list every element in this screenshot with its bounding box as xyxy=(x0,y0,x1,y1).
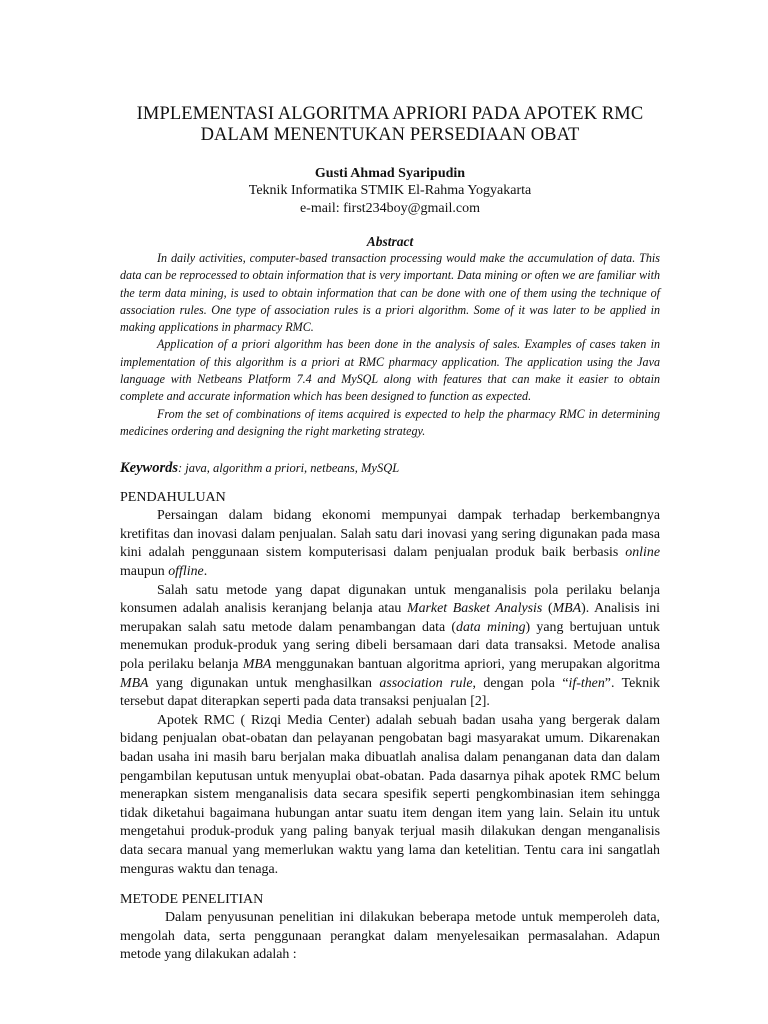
text-run: ”. Teknik tersebut dapat diterapkan seperti pada data transaksi penjualan [2]. xyxy=(120,675,660,710)
author-name: Gusti Ahmad Syaripudin xyxy=(314,166,466,181)
paper-title xyxy=(120,104,660,146)
text-run: Persaingan dalam bidang ekonomi mempunyai dampak terhadap berkembangnya kretifitas dan inovasi dalam penjualan. Salah satu dari inovasi yang sering digunakan pada masa kini adalah penggunaan sistem komputerisasi dalam penjualan produk baik berbasis xyxy=(120,508,660,561)
text-run: , dengan pola “ xyxy=(472,675,569,691)
term-market-basket-analysis: Market Basket Analysis xyxy=(407,601,543,617)
term-if-then: if-then xyxy=(568,675,605,691)
term-offline: offline xyxy=(168,564,204,580)
term-mba: MBA xyxy=(552,601,582,617)
author-email: e-mail: first234boy@gmail.com xyxy=(299,201,481,216)
text-run: yang digunakan untuk menghasilkan xyxy=(148,675,380,691)
text-run: ) yang bertujuan untuk menemukan produk-produk yang sering dibeli bersamaan dari data transaksi. Metode analisa pola perilaku belanja xyxy=(120,619,660,673)
text-run: maupun xyxy=(120,564,169,580)
section-heading-metode: METODE PENELITIAN xyxy=(120,892,264,908)
term-association-rule: association rule xyxy=(379,675,473,691)
section-heading-pendahuluan: PENDAHULUAN xyxy=(120,490,226,506)
term-mba: MBA xyxy=(242,657,272,673)
text-run: ( xyxy=(542,601,553,617)
pendahuluan-paragraph-3: Apotek RMC ( Rizqi Media Center) adalah sebuah badan usaha yang bergerak dalam bidang penjualan obat-obatan dan pelayanan pengobatan bagi masyarakat umum. Dikarenakan badan usaha ini masih baru berjalan maka dibuatlah analisa dalam penanganan data dan dalam pengambilan keputusan untuk menyuplai obat-obatan. Pada dasarnya pihak apotek RMC belum menerapkan sistem menganalisis data secara spesifik seperti pengkombinasian item sehingga tidak diketahui bagaimana hubungan antar suatu item dengan item yang lain. Selain itu untuk mengetahui produk-produk yang paling banyak terjual masih dilakukan dengan menganalisis data secara manual yang memerlukan waktu yang lama dan ketelitian. Tentu cara ini sangatlah menguras waktu dan tenaga. xyxy=(120,712,660,877)
term-mba: MBA xyxy=(120,675,149,691)
pendahuluan-paragraph-1 xyxy=(120,507,660,581)
pendahuluan-paragraph-2 xyxy=(120,582,660,712)
text-run: . xyxy=(203,564,208,580)
text-run: Salah satu metode yang dapat digunakan untuk menganalisis pola perilaku belanja konsumen adalah analisis keranjang belanja atau xyxy=(120,582,660,617)
title-line-2: DALAM MENENTUKAN PERSEDIAAN OBAT xyxy=(200,125,580,145)
metode-paragraph-1: Dalam penyusunan penelitian ini dilakukan beberapa metode untuk memperoleh data, mengolah data, serta penggunaan perangkat dalam menyelesaikan permasalahan. Adapun metode yang dilakukan adalah : xyxy=(120,910,660,963)
text-run: ). Analisis ini merupakan salah satu metode dalam penambangan data ( xyxy=(120,601,660,635)
keywords-label: Keywords xyxy=(120,460,178,477)
keywords xyxy=(120,460,660,477)
abstract-heading: Abstract xyxy=(366,234,414,249)
keywords-text: : java, algorithm a priori, netbeans, MySQL xyxy=(178,461,400,476)
abstract-paragraph-3: From the set of combinations of items acquired is expected to help the pharmacy RMC in determining medicines ordering and designing the right marketing strategy. xyxy=(120,406,660,438)
term-online: online xyxy=(625,545,660,561)
text-run: menggunakan bantuan algoritma apriori, yang merupakan algoritma xyxy=(271,657,660,673)
abstract-paragraph-1: In daily activities, computer-based transaction processing would make the accumulation of data. This data can be reprocessed to obtain information that is very important. Data mining or often we are familiar with the term data mining, is used to obtain information that can be done with one of them using the technique of association rules. One type of association rules is a priori algorithm. Some of it was later to be applied in making applications in pharmacy RMC. xyxy=(120,251,660,335)
abstract-paragraph-2: Application of a priori algorithm has been done in the analysis of sales. Examples of cases taken in implementation of this algorithm is a priori at RMC pharmacy application. The application using the Java language with Netbeans Platform 7.4 and MySQL along with features that can make it easier to obtain complete and accurate information which has been designed to function as expected. xyxy=(120,337,660,404)
title-line-1: IMPLEMENTASI ALGORITMA APRIORI PADA APOTEK RMC xyxy=(136,104,644,124)
author-affiliation: Teknik Informatika STMIK El-Rahma Yogyakarta xyxy=(248,183,532,198)
term-data-mining: data mining xyxy=(456,619,526,635)
